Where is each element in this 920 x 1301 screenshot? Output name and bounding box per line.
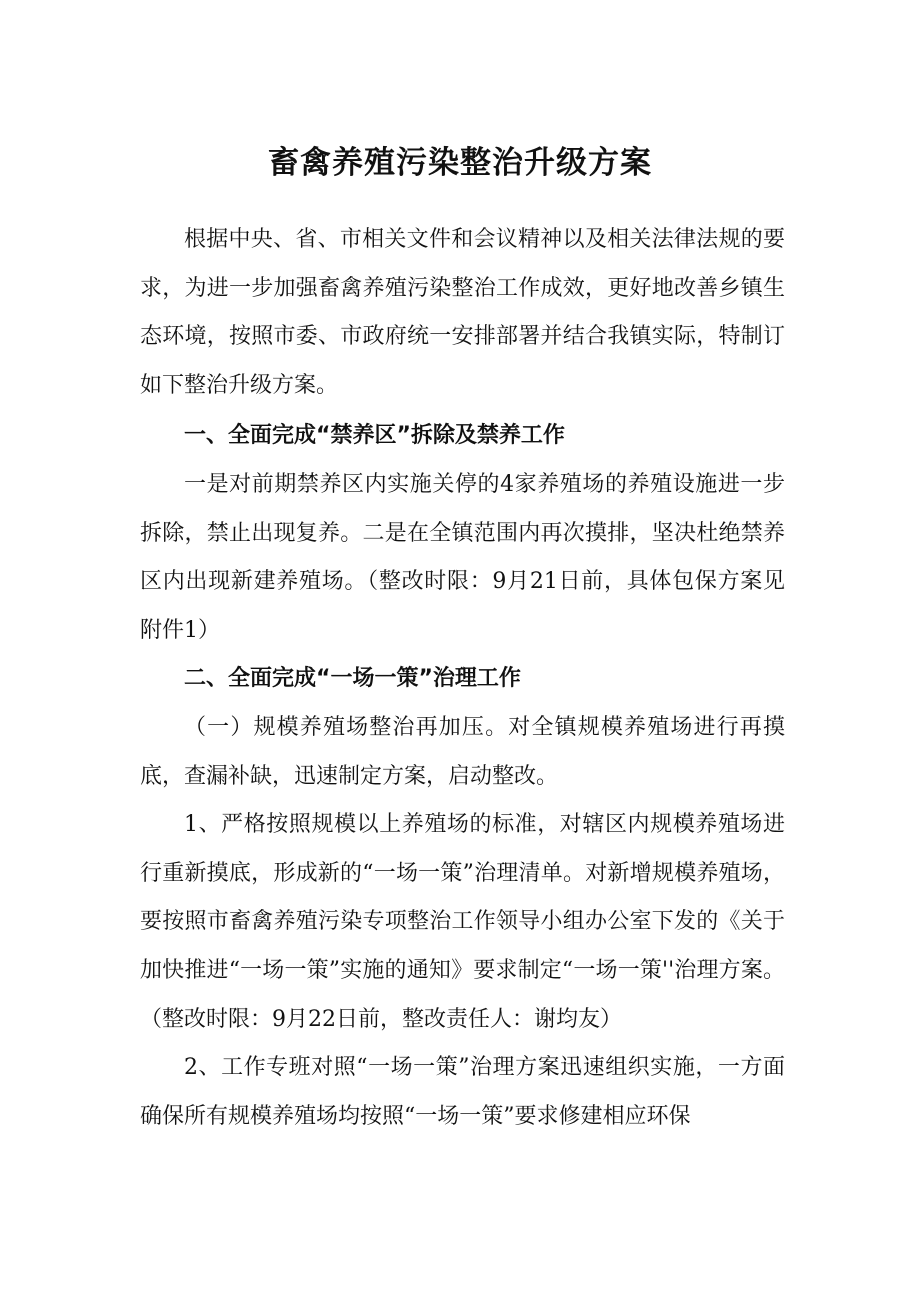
document-body bbox=[140, 216, 785, 1141]
section-1-paragraph: 一是对前期禁养区内实施关停的4家养殖场的养殖设施进一步拆除，禁止出现复养。二是在全镇范围内再次摸排，坚决杜绝禁养区内出现新建养殖场。（整改时限：9月21日前，具体包保方案见附件1） bbox=[140, 471, 785, 643]
subsection-1-paragraph: （一）规模养殖场整治再加压。对全镇规模养殖场进行再摸底，查漏补缺，迅速制定方案，启动整改。 bbox=[140, 714, 785, 789]
section-heading-1: 一、全面完成“禁养区”拆除及禁养工作 bbox=[184, 423, 565, 449]
item-2-paragraph: 2、工作专班对照“一场一策”治理方案迅速组织实施，一方面确保所有规模养殖场均按照“一场一策”要求修建相应环保 bbox=[140, 1055, 785, 1129]
intro-paragraph: 根据中央、省、市相关文件和会议精神以及相关法律法规的要求，为进一步加强畜禽养殖污染整治工作成效，更好地改善乡镇生态环境，按照市委、市政府统一安排部署并结合我镇实际，特制订如下整治升级方案。 bbox=[140, 227, 785, 398]
document-title: 畜禽养殖污染整治升级方案 bbox=[268, 145, 652, 181]
section-heading-2: 二、全面完成“一场一策”治理工作 bbox=[184, 666, 521, 692]
item-1-paragraph: 1、严格按照规模以上养殖场的标准，对辖区内规模养殖场进行重新摸底，形成新的“一场一策”治理清单。对新增规模养殖场，要按照市畜禽养殖污染专项整治工作领导小组办公室下发的《关于加快推进“一场一策”实施的通知》要求制定“一场一策''治理方案。（整改时限：9月22日前，整改责任人：谢均友） bbox=[140, 812, 785, 1032]
